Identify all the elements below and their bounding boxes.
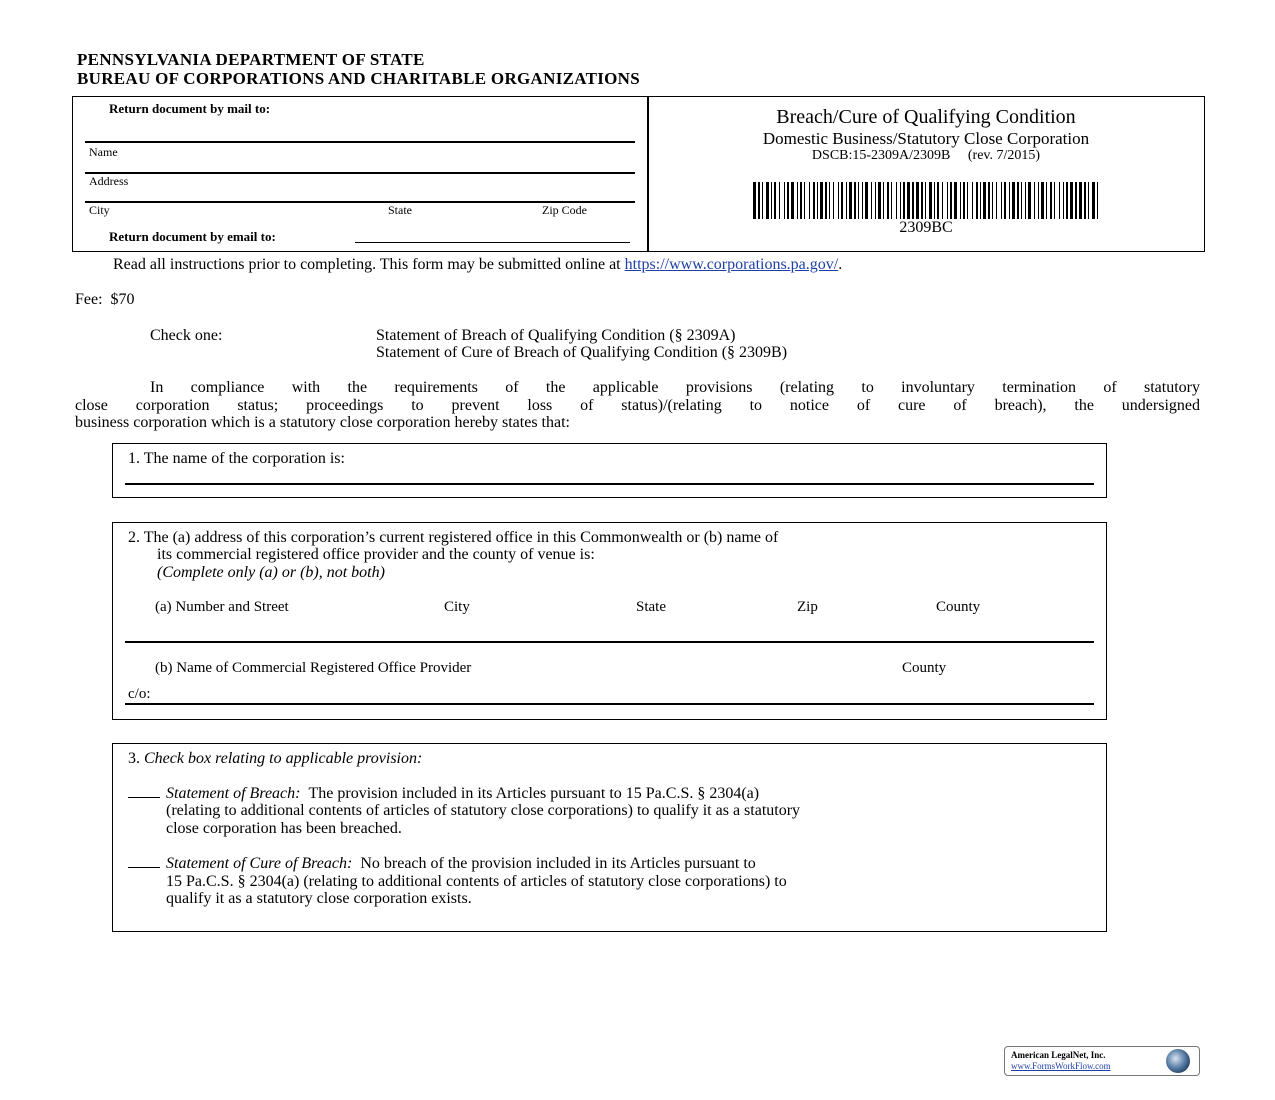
barcode-bar <box>1017 182 1019 219</box>
complete-note: (Complete only (a) or (b), not both) <box>157 564 385 581</box>
email-field[interactable] <box>355 242 630 243</box>
cure-line-2: 15 Pa.C.S. § 2304(a) (relating to additional contents of articles of statutory close corporations) to <box>166 873 787 890</box>
provider-name-field[interactable] <box>125 703 1094 705</box>
provider-county-label: County <box>902 660 947 676</box>
barcode-bar <box>954 182 957 219</box>
barcode-text: 2309BC <box>899 219 953 236</box>
barcode-bar <box>862 182 863 219</box>
barcode-bar <box>878 182 881 219</box>
state-label: State <box>388 203 412 217</box>
barcode-bar <box>1004 182 1006 219</box>
barcode-bar <box>1046 182 1047 219</box>
barcode-bar <box>1041 182 1044 219</box>
barcode-bar <box>980 182 981 219</box>
barcode-bar <box>1021 182 1022 219</box>
section-3-heading-text: Check box relating to applicable provision: <box>144 750 423 767</box>
care-of-label: c/o: <box>128 686 151 702</box>
barcode-bar <box>925 182 926 219</box>
option-cure[interactable]: Statement of Cure of Breach of Qualifying Condition (§ 2309B) <box>376 344 788 361</box>
form-code: DSCB:15-2309A/2309B <box>811 148 951 163</box>
barcode-bar <box>829 182 830 219</box>
county-col-label: County <box>936 599 981 615</box>
barcode-bar <box>1012 182 1015 219</box>
barcode-bar <box>787 182 789 219</box>
provider-label: (b) Name of Commercial Registered Office Provider <box>155 660 472 676</box>
barcode-bar <box>916 182 919 219</box>
barcode-bar <box>972 182 973 219</box>
barcode-bar <box>858 182 859 219</box>
barcode-bar <box>758 182 760 219</box>
breach-line-2: (relating to additional contents of articles of statutory close corporations) to qualify it as a statutory <box>166 802 801 819</box>
barcode-bar <box>963 182 965 219</box>
logo-company: American LegalNet, Inc. <box>1011 1050 1106 1060</box>
registered-address-field[interactable] <box>125 641 1094 643</box>
instructions-text: Read all instructions prior to completing. This form may be submitted online at <box>113 256 625 273</box>
name-label: Name <box>89 145 118 159</box>
barcode-bar <box>947 182 948 219</box>
barcode-bar <box>1009 182 1010 219</box>
agency-title: PENNSYLVANIA DEPARTMENT OF STATE <box>77 50 425 69</box>
address-label: Address <box>89 174 129 188</box>
barcode-bar <box>1028 182 1031 219</box>
barcode-bar <box>791 182 794 219</box>
barcode-bar <box>1088 182 1089 219</box>
barcode-bar <box>1084 182 1086 219</box>
barcode-bar <box>983 182 986 219</box>
fee-amount: $70 <box>110 291 135 308</box>
breach-line-1 <box>128 785 759 803</box>
barcode-bar <box>1034 182 1035 219</box>
barcode-bar <box>820 182 823 219</box>
barcode-bar <box>753 182 756 219</box>
logo-site-link[interactable]: www.FormsWorkFlow.com <box>1011 1061 1111 1071</box>
barcode-bar <box>934 182 935 219</box>
form-revision: (rev. 7/2015) <box>967 148 1041 163</box>
barcode-bar <box>825 182 827 219</box>
barcode-bar <box>813 182 815 219</box>
registered-office-line-1: 2. The (a) address of this corporation’s current registered office in this Commonwealth or (b) name of <box>128 529 779 546</box>
barcode-bar <box>950 182 952 219</box>
barcode-bar <box>833 182 834 219</box>
form-code-line <box>647 148 1205 164</box>
barcode-bar <box>1092 182 1095 219</box>
cure-checkbox[interactable] <box>128 867 160 868</box>
barcode-bar <box>766 182 769 219</box>
barcode-bar <box>771 182 772 219</box>
barcode-bar <box>774 182 776 219</box>
barcode-bar <box>846 182 847 219</box>
mail-label: Return document by mail to: <box>109 101 271 116</box>
zip-col-label: Zip <box>797 599 818 615</box>
barcode-bar <box>988 182 990 219</box>
breach-text-1: The provision included in its Articles pursuant to 15 Pa.C.S. § 2304(a) <box>308 785 760 802</box>
barcode-bar <box>875 182 876 219</box>
corporation-name-field[interactable] <box>125 483 1094 485</box>
barcode-bar <box>1001 182 1002 219</box>
barcode-bar <box>804 182 805 219</box>
barcode-bar <box>937 182 939 219</box>
cure-text-1: No breach of the provision included in its Articles pursuant to <box>360 855 756 872</box>
barcode-bar <box>960 182 961 219</box>
barcode-bar <box>1050 182 1052 219</box>
address-field[interactable] <box>85 172 635 174</box>
zip-label: Zip Code <box>542 203 587 217</box>
barcode-bar <box>887 182 889 219</box>
barcode-bar <box>996 182 997 219</box>
barcode-bar <box>1070 182 1073 219</box>
barcode-bar <box>800 182 802 219</box>
preamble-line-2: close corporation status; proceedings to prevent loss of status)/(relating to notice of cure of breach), the undersigned <box>75 397 1200 414</box>
cure-title: Statement of Cure of Breach: <box>166 855 353 872</box>
barcode-bar <box>1025 182 1026 219</box>
check-one-label: Check one: <box>150 327 223 344</box>
city-col-label: City <box>444 599 470 615</box>
breach-title: Statement of Breach: <box>166 785 301 802</box>
barcode-bar <box>1038 182 1039 219</box>
barcode-bar <box>942 182 943 219</box>
barcode-bar <box>762 182 763 219</box>
form-subtitle: Domestic Business/Statutory Close Corporation <box>762 129 1090 148</box>
barcode-bar <box>797 182 798 219</box>
barcode-bar <box>992 182 993 219</box>
barcode <box>753 182 1098 219</box>
barcode-bar <box>1063 182 1064 219</box>
barcode-bar <box>838 182 839 219</box>
bureau-title: BUREAU OF CORPORATIONS AND CHARITABLE ORGANIZATIONS <box>77 69 640 88</box>
preamble-line-1: In compliance with the requirements of the applicable provisions (relating to involuntary termination of statutory <box>150 379 1200 396</box>
fee-label: Fee: <box>75 291 103 308</box>
american-legalnet-logo[interactable] <box>1004 1046 1200 1076</box>
barcode-bar <box>1097 182 1098 219</box>
barcode-bar <box>891 182 892 219</box>
barcode-bar <box>1079 182 1082 219</box>
barcode-bar <box>1075 182 1077 219</box>
barcode-bar <box>865 182 868 219</box>
corporation-name-label: 1. The name of the corporation is: <box>128 450 345 467</box>
preamble-line-3: business corporation which is a statutory close corporation hereby states that: <box>75 414 570 431</box>
section-3-number: 3. <box>128 750 140 767</box>
barcode-bar <box>1059 182 1060 219</box>
barcode-bar <box>849 182 852 219</box>
barcode-bar <box>784 182 785 219</box>
barcode-bar <box>1066 182 1068 219</box>
barcode-bar <box>841 182 843 219</box>
barcode-bar <box>809 182 810 219</box>
barcode-bar <box>854 182 856 219</box>
registered-office-line-2: its commercial registered office provider and the county of venue is: <box>157 546 595 563</box>
barcode-bar <box>883 182 884 219</box>
barcode-bar <box>912 182 914 219</box>
street-label: (a) Number and Street <box>155 599 289 615</box>
breach-checkbox[interactable] <box>128 797 160 798</box>
name-field[interactable] <box>85 141 635 143</box>
email-label: Return document by email to: <box>109 229 276 244</box>
cure-line-3: qualify it as a statutory close corporation exists. <box>166 890 472 907</box>
cure-line-1 <box>128 855 756 873</box>
globe-icon <box>1166 1049 1190 1073</box>
state-col-label: State <box>636 599 666 615</box>
barcode-bar <box>921 182 923 219</box>
barcode-bar <box>896 182 897 219</box>
barcode-bar <box>967 182 968 219</box>
barcode-bar <box>1054 182 1055 219</box>
section-3-heading <box>128 750 422 768</box>
instructions <box>113 256 842 274</box>
online-filing-link[interactable]: https://www.corporations.pa.gov/ <box>624 256 839 273</box>
barcode-bar <box>779 182 780 219</box>
option-breach[interactable]: Statement of Breach of Qualifying Condition (§ 2309A) <box>376 327 736 344</box>
barcode-bar <box>871 182 872 219</box>
barcode-bar <box>900 182 901 219</box>
fee-line <box>75 291 135 309</box>
breach-line-3: close corporation has been breached. <box>166 820 402 837</box>
barcode-bar <box>903 182 905 219</box>
barcode-bar <box>907 182 910 219</box>
city-label: City <box>89 203 110 217</box>
barcode-bar <box>976 182 978 219</box>
instructions-suffix: . <box>838 256 843 273</box>
barcode-bar <box>929 182 932 219</box>
barcode-bar <box>817 182 818 219</box>
form-title: Breach/Cure of Qualifying Condition <box>776 106 1076 128</box>
